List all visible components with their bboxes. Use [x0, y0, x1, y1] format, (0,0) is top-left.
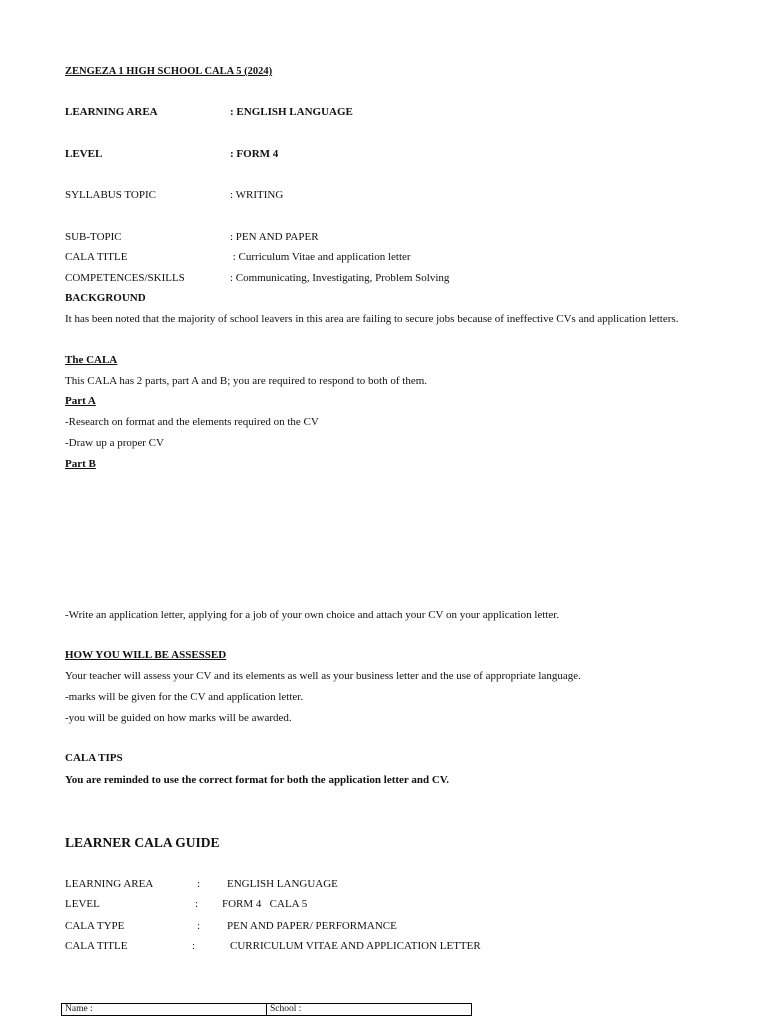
guide-separator: :: [197, 878, 201, 890]
tips-heading: CALA TIPS: [65, 752, 123, 764]
info-label-sub-topic: SUB-TOPIC: [65, 231, 122, 243]
school-field[interactable]: [267, 1004, 472, 1016]
tips-text: You are reminded to use the correct format for both the application letter and CV.: [65, 774, 450, 786]
info-value-competences: : Communicating, Investigating, Problem Solving: [230, 272, 450, 284]
part-b-item: -Write an application letter, applying for a job of your own choice and attach your CV on your application letter.: [65, 609, 560, 621]
info-label-competences: COMPETENCES/SKILLS: [65, 272, 185, 284]
name-school-table: [61, 1003, 472, 1016]
guide-separator: :: [192, 940, 196, 952]
info-label-syllabus-topic: SYLLABUS TOPIC: [65, 189, 156, 201]
guide-separator: :: [197, 920, 201, 932]
name-field[interactable]: [62, 1004, 267, 1016]
background-heading: BACKGROUND: [65, 292, 146, 304]
info-value-cala-title: : Curriculum Vitae and application letter: [230, 251, 411, 263]
guide-label-cala-type: CALA TYPE: [65, 920, 125, 932]
guide-value-cala-title: CURRICULUM VITAE AND APPLICATION LETTER: [230, 940, 481, 952]
info-label-learning-area: LEARNING AREA: [65, 106, 158, 118]
part-b-heading: Part B: [65, 458, 96, 470]
part-a-item: -Research on format and the elements required on the CV: [65, 416, 319, 428]
guide-value-cala-type: PEN AND PAPER/ PERFORMANCE: [227, 920, 397, 932]
info-value-syllabus-topic: : WRITING: [230, 189, 284, 201]
guide-label-cala-title: CALA TITLE: [65, 940, 128, 952]
guide-value-learning-area: ENGLISH LANGUAGE: [227, 878, 338, 890]
background-text: It has been noted that the majority of school leavers in this area are failing to secure jobs because of ineffective CVs and application letters.: [65, 313, 679, 325]
cala-intro: This CALA has 2 parts, part A and B; you are required to respond to both of them.: [65, 375, 428, 387]
part-a-item: -Draw up a proper CV: [65, 437, 164, 449]
assessment-heading: HOW YOU WILL BE ASSESSED: [65, 649, 227, 661]
guide-heading: LEARNER CALA GUIDE: [65, 835, 220, 850]
guide-label-learning-area: LEARNING AREA: [65, 878, 154, 890]
info-label-cala-title: CALA TITLE: [65, 251, 128, 263]
assessment-line: -you will be guided on how marks will be awarded.: [65, 712, 292, 724]
info-label-level: LEVEL: [65, 148, 103, 160]
guide-label-level: LEVEL: [65, 898, 100, 910]
info-value-learning-area: : ENGLISH LANGUAGE: [230, 106, 353, 118]
assessment-line: -marks will be given for the CV and application letter.: [65, 691, 304, 703]
assessment-line: Your teacher will assess your CV and its elements as well as your business letter and the use of appropriate language.: [65, 670, 581, 682]
guide-value-level: FORM 4 CALA 5: [222, 898, 308, 910]
name-label: Name :: [65, 1004, 93, 1014]
info-value-level: : FORM 4: [230, 148, 279, 160]
guide-separator: :: [195, 898, 199, 910]
page-title: ZENGEZA 1 HIGH SCHOOL CALA 5 (2024): [65, 66, 273, 77]
cala-heading: The CALA: [65, 354, 118, 366]
info-value-sub-topic: : PEN AND PAPER: [230, 231, 319, 243]
part-a-heading: Part A: [65, 395, 96, 407]
school-label: School :: [270, 1004, 302, 1014]
